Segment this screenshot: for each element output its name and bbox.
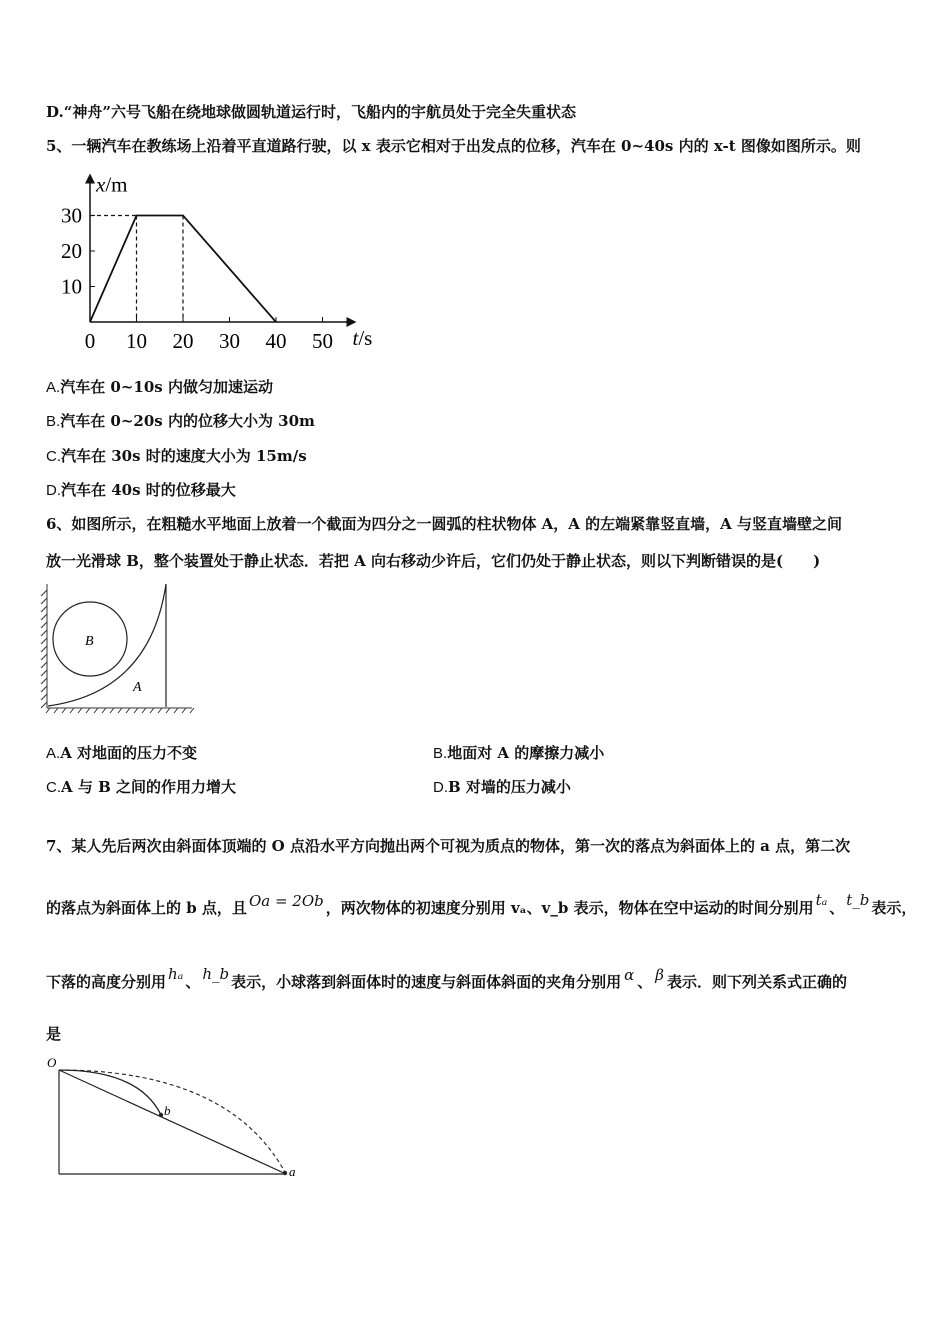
option-text: 地面对 A 的摩擦力减小 [447,744,605,762]
wall-ball-diagram [40,580,200,720]
q6-option-d [433,777,571,798]
separator: 、 [637,973,653,991]
option-tag: D. [46,482,61,499]
x-tick-label: 40 [265,329,287,353]
q7-line3-part2: 表示，小球落到斜面体时的速度与斜面体斜面的夹角分别用 [231,973,622,991]
q7-line2-part2: ，两次物体的初速度分别用 vₐ、v_b 表示，物体在空中运动的时间分别用 [325,899,814,917]
option-tag: A. [46,745,61,762]
symbol-t-b: t_b [846,891,870,909]
option-tag: D. [433,779,448,796]
symbol-h-a: hₐ [168,965,184,983]
symbol-alpha: α [624,966,635,984]
q4-option-d: D.“神舟”六号飞船在绕地球做圆轨道运行时，飞船内的宇航员处于完全失重状态 [46,103,576,121]
symbol-beta: β [655,966,664,984]
quarter-arc-block-a [48,584,166,706]
label-b: B [85,634,94,649]
option-tag: C. [46,779,61,796]
x-tick-label: 30 [219,329,240,353]
x-axis-label: t/s [352,326,373,350]
x-tick-label: 0 [84,329,96,353]
q7-line3-part1: 下落的高度分别用 [46,973,167,991]
landing-point-a [283,1171,287,1175]
label-o: O [47,1055,57,1070]
option-tag: A. [46,379,61,396]
q5-option-b [46,411,315,432]
landing-point-b [159,1113,163,1117]
option-text: 汽车在 0~20s 内的位移大小为 30m [60,412,315,430]
q5-option-c [46,446,307,467]
q6-stem-line2: 放一光滑球 B，整个装置处于静止状态．若把 A 向右移动少许后，它们仍处于静止状态，则以下判断错误的是( ) [46,552,821,570]
y-tick-label: 10 [61,274,82,299]
label-a: a [289,1164,296,1179]
q5-stem: 5、一辆汽车在教练场上沿着平直道路行驶，以 x 表示它相对于出发点的位移，汽车在 0~40s 内的 x-t 图像如图所示。则 [46,137,861,155]
q7-line2-part3: 表示， [871,899,917,917]
q7-stem-line2 [46,891,917,918]
option-tag: C. [46,448,61,465]
y-axis-label: x/m [96,172,128,197]
q7-line2-part1: 的落点为斜面体上的 b 点，且 [46,899,247,917]
label-b: b [164,1103,171,1118]
separator: 、 [829,899,845,917]
xt-chart [40,170,400,360]
q6-option-c [46,777,236,798]
projectile-incline-diagram [40,1050,310,1185]
q7-stem-line4: 是 [46,1025,62,1043]
y-tick-label: 30 [61,203,82,228]
formula-oa-2ob: Oa = 2Ob [248,892,324,910]
option-tag: B. [46,413,61,430]
option-text: 汽车在 40s 时的位移最大 [61,481,236,499]
option-text: 汽车在 30s 时的速度大小为 15m/s [61,447,307,465]
label-a: A [133,680,142,695]
option-text: A 与 B 之间的作用力增大 [61,778,236,796]
option-text: B 对墙的压力减小 [448,778,571,796]
y-tick-label: 20 [61,239,82,263]
q5-option-d [46,480,236,501]
option-text: 汽车在 0~10s 内做匀加速运动 [60,378,273,396]
q6-option-b [433,743,604,764]
q7-stem-line1: 7、某人先后两次由斜面体顶端的 O 点沿水平方向抛出两个可视为质点的物体，第一次的落点为斜面体上的 a 点，第二次 [46,837,851,855]
symbol-h-b: h_b [202,965,230,983]
wall-hatching [41,584,47,708]
x-tick-label: 20 [172,329,194,353]
q7-line3-part3: 表示．则下列关系式正确的 [666,973,847,991]
x-tick-label: 10 [126,329,147,353]
q6-option-a [46,743,197,764]
option-text: A 对地面的压力不变 [60,744,198,762]
symbol-t-a: tₐ [815,891,828,909]
separator: 、 [185,973,201,991]
q5-option-a [46,377,273,398]
q7-stem-line3 [46,965,847,992]
q6-stem-line1: 6、如图所示，在粗糙水平地面上放着一个截面为四分之一圆弧的柱状物体 A，A 的左端紧靠竖直墙，A 与竖直墙壁之间 [46,515,843,533]
x-tick-label: 50 [312,329,333,353]
ground-hatching [46,708,194,713]
y-axis-arrow [85,174,95,184]
option-tag: B. [433,745,448,762]
